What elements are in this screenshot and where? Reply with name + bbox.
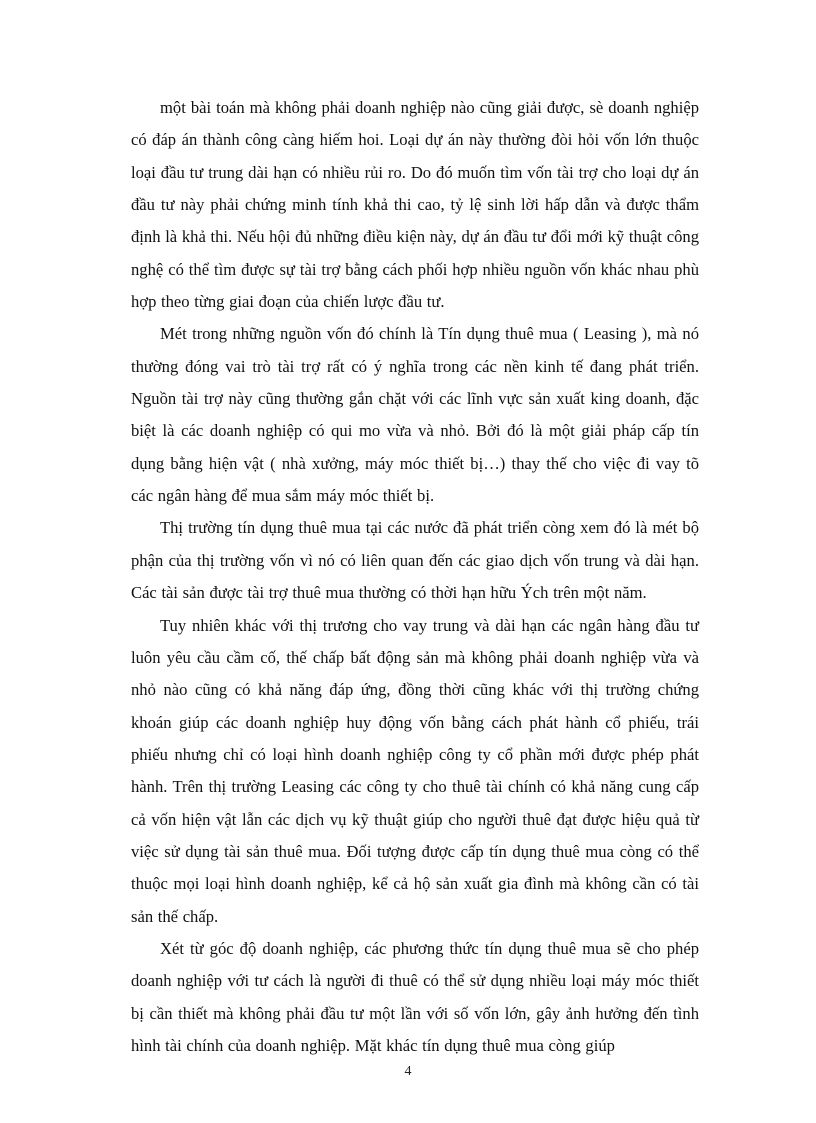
paragraph-3: Thị trường tín dụng thuê mua tại các nước đã phát triển còng xem đó là mét bộ phận của thị trường vốn vì nó có liên quan đến các giao dịch vốn trung và dài hạn. Các tài sản được tài trợ thuê mua thường có thời hạn hữu Ých trên một năm. (131, 518, 699, 603)
page-number: 4 (404, 1064, 412, 1079)
paragraph-2: Mét trong những nguồn vốn đó chính là Tín dụng thuê mua ( Leasing ), mà nó thường đóng vai trò tài trợ rất có ý nghĩa trong các nền kinh tế đang phát triển. Nguồn tài trợ này cũng thường gắn chặt với các lĩnh vực sản xuất king doanh, đặc biệt là các doanh nghiệp có qui mo vừa và nhỏ. Bởi đó là một giải pháp cấp tín dụng bằng hiện vật ( nhà xưởng, máy móc thiết bị…) thay thế cho việc đi vay tõ các ngân hàng để mua sắm máy móc thiết bị. (131, 324, 699, 506)
document-body (131, 92, 699, 1062)
paragraph-4: Tuy nhiên khác với thị trương cho vay trung và dài hạn các ngân hàng đầu tư luôn yêu cầu cầm cố, thế chấp bất động sản mà không phải doanh nghiệp vừa và nhỏ nào cũng có khả năng đáp ứng, đồng thời cũng khác với thị trường chứng khoán giúp các doanh nghiệp huy động vốn bằng cách phát hành cổ phiếu, trái phiếu nhưng chỉ có loại hình doanh nghiệp công ty cổ phần mới được phép phát hành. Trên thị trường Leasing các công ty cho thuê tài chính có khả năng cung cấp cả vốn hiện vật lẫn các dịch vụ kỹ thuật giúp cho người thuê đạt được hiệu quả từ việc sử dụng tài sản thuê mua. Đối tượng được cấp tín dụng thuê mua còng có thể thuộc mọi loại hình doanh nghiệp, kể cả hộ sản xuất gia đình mà không cần có tài sản thế chấp. (131, 615, 699, 926)
paragraph-1: một bài toán mà không phải doanh nghiệp nào cũng giải được, sè doanh nghiệp có đáp án thành công càng hiếm hoi. Loại dự án này thường đòi hỏi vốn lớn thuộc loại đầu tư trung dài hạn có nhiều rủi ro. Do đó muốn tìm vốn tài trợ cho loại dự án đầu tư này phải chứng minh tính khả thi cao, tỷ lệ sinh lời hấp dẫn và được thẩm định là khả thi. Nếu hội đủ những điều kiện này, dự án đầu tư đổi mới kỹ thuật công nghệ có thể tìm được sự tài trợ bằng cách phối hợp nhiều nguồn vốn khác nhau phù hợp theo từng giai đoạn của chiến lược đầu tư. (131, 98, 699, 312)
paragraph-5: Xét từ góc độ doanh nghiệp, các phương thức tín dụng thuê mua sẽ cho phép doanh nghiệp với tư cách là người đi thuê có thể sử dụng nhiều loại máy móc thiết bị cần thiết mà không phải đầu tư một lần với số vốn lớn, gây ảnh hưởng đến tình hình tài chính của doanh nghiệp. Mặt khác tín dụng thuê mua còng giúp (131, 938, 699, 1055)
